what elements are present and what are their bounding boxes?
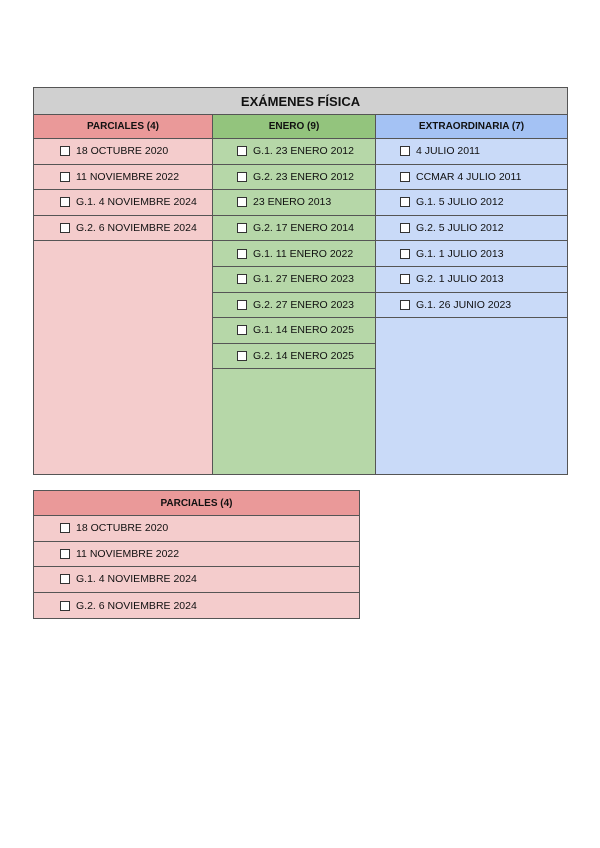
checkbox[interactable] <box>400 300 410 310</box>
checkbox[interactable] <box>237 325 247 335</box>
list-item[interactable] <box>376 139 567 165</box>
item-label: G.2. 6 NOVIEMBRE 2024 <box>76 599 197 612</box>
item-label: G.2. 27 ENERO 2023 <box>253 298 354 311</box>
item-label: G.1. 14 ENERO 2025 <box>253 324 354 337</box>
checkbox[interactable] <box>400 249 410 259</box>
item-label: G.2. 5 JULIO 2012 <box>416 222 504 235</box>
checkbox[interactable] <box>60 549 70 559</box>
list-item[interactable] <box>213 344 375 370</box>
column-enero <box>212 115 375 474</box>
list-item[interactable] <box>34 567 359 593</box>
checkbox[interactable] <box>60 601 70 611</box>
list-item[interactable] <box>213 318 375 344</box>
checkbox[interactable] <box>237 146 247 156</box>
list-item[interactable] <box>213 241 375 267</box>
list-item[interactable] <box>34 139 212 165</box>
checkbox[interactable] <box>400 274 410 284</box>
list-item[interactable] <box>376 216 567 242</box>
checkbox[interactable] <box>237 197 247 207</box>
list-item[interactable] <box>213 165 375 191</box>
item-label: G.1. 11 ENERO 2022 <box>253 247 354 260</box>
list-item[interactable] <box>376 293 567 319</box>
item-label: G.2. 17 ENERO 2014 <box>253 222 354 235</box>
item-label: G.2. 14 ENERO 2025 <box>253 350 354 363</box>
checkbox[interactable] <box>60 172 70 182</box>
item-label: 11 NOVIEMBRE 2022 <box>76 170 180 183</box>
checkbox[interactable] <box>237 300 247 310</box>
checkbox[interactable] <box>237 274 247 284</box>
parciales-table <box>33 490 360 619</box>
checkbox[interactable] <box>237 223 247 233</box>
item-label: G.1. 4 NOVIEMBRE 2024 <box>76 573 197 586</box>
item-label: 23 ENERO 2013 <box>253 196 332 209</box>
checkbox[interactable] <box>400 146 410 156</box>
list-item[interactable] <box>213 293 375 319</box>
item-label: CCMAR 4 JULIO 2011 <box>416 170 522 183</box>
item-label: 18 OCTUBRE 2020 <box>76 145 169 158</box>
list-item[interactable] <box>213 139 375 165</box>
checkbox[interactable] <box>237 249 247 259</box>
list-item[interactable] <box>376 267 567 293</box>
item-label: G.1. 4 NOVIEMBRE 2024 <box>76 196 197 209</box>
checkbox[interactable] <box>400 223 410 233</box>
checkbox[interactable] <box>60 223 70 233</box>
list-item[interactable] <box>213 267 375 293</box>
column-extraordinaria <box>375 115 567 474</box>
checkbox[interactable] <box>60 574 70 584</box>
column-header-enero: ENERO (9) <box>213 115 375 139</box>
checkbox[interactable] <box>60 146 70 156</box>
checkbox[interactable] <box>400 197 410 207</box>
list-item[interactable] <box>376 241 567 267</box>
column-header-parciales: PARCIALES (4) <box>34 115 212 139</box>
item-label: G.1. 23 ENERO 2012 <box>253 145 354 158</box>
list-item[interactable] <box>213 216 375 242</box>
column-header-extraordinaria: EXTRAORDINARIA (7) <box>376 115 567 139</box>
list-item[interactable] <box>34 190 212 216</box>
item-label: G.1. 1 JULIO 2013 <box>416 247 504 260</box>
checkbox[interactable] <box>60 523 70 533</box>
item-label: 4 JULIO 2011 <box>416 145 481 158</box>
list-item[interactable] <box>34 516 359 542</box>
item-label: G.1. 27 ENERO 2023 <box>253 273 354 286</box>
list-item[interactable] <box>34 165 212 191</box>
list-item[interactable] <box>34 542 359 568</box>
table-title: EXÁMENES FÍSICA <box>34 88 567 115</box>
checkbox[interactable] <box>60 197 70 207</box>
checkbox[interactable] <box>237 351 247 361</box>
item-label: G.1. 26 JUNIO 2023 <box>416 298 512 311</box>
list-item[interactable] <box>34 216 212 242</box>
item-label: 11 NOVIEMBRE 2022 <box>76 547 180 560</box>
item-label: G.2. 1 JULIO 2013 <box>416 273 504 286</box>
column-parciales <box>34 115 212 474</box>
list-item[interactable] <box>376 190 567 216</box>
item-label: G.2. 23 ENERO 2012 <box>253 170 354 183</box>
list-item[interactable] <box>34 593 359 619</box>
item-label: G.1. 5 JULIO 2012 <box>416 196 504 209</box>
list-item[interactable] <box>213 190 375 216</box>
list-item[interactable] <box>376 165 567 191</box>
examenes-fisica-table <box>33 87 568 475</box>
checkbox[interactable] <box>400 172 410 182</box>
parciales-table-header: PARCIALES (4) <box>34 491 359 516</box>
item-label: G.2. 6 NOVIEMBRE 2024 <box>76 222 197 235</box>
checkbox[interactable] <box>237 172 247 182</box>
item-label: 18 OCTUBRE 2020 <box>76 522 169 535</box>
